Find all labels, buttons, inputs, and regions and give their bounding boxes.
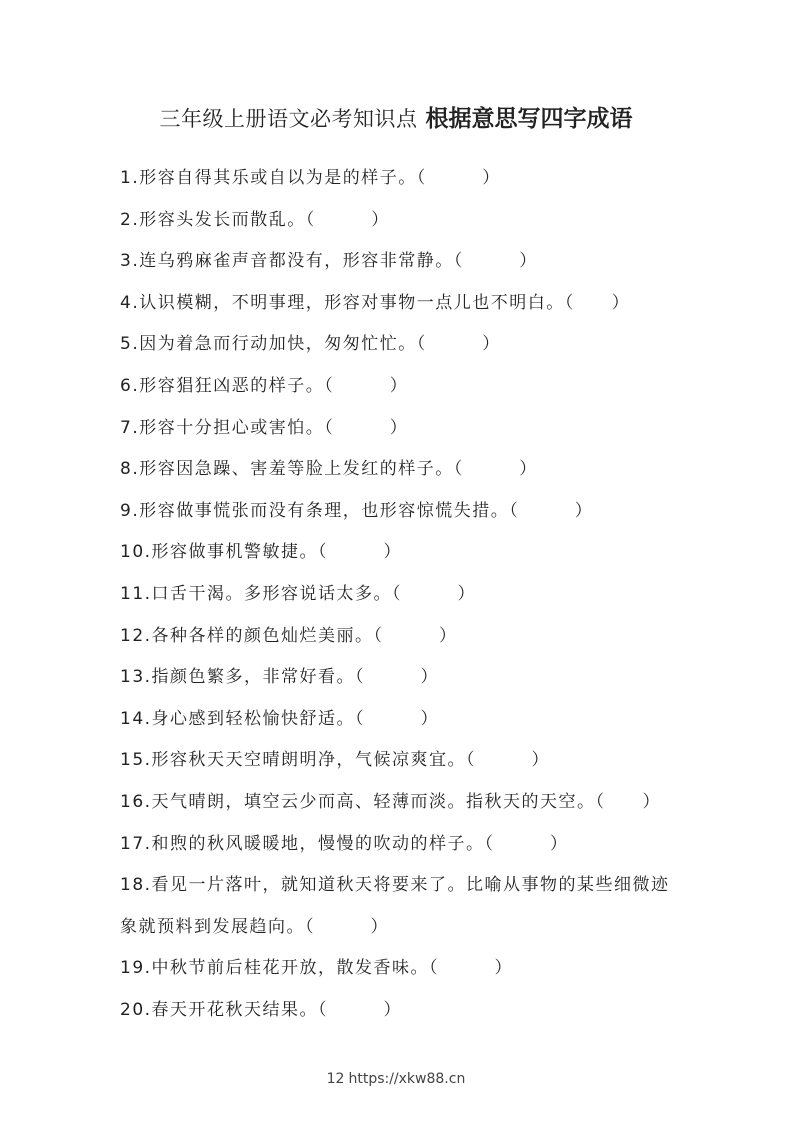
question-item: 14.身心感到轻松愉快舒适。（ ）: [120, 708, 440, 729]
question-item: 1.形容自得其乐或自以为是的样子。（ ）: [120, 168, 501, 188]
question-item: 7.形容十分担心或害怕。（ ）: [120, 417, 409, 438]
question-item: 17.和煦的秋风暖暖地，慢慢的吹动的样子。（ ）: [120, 833, 569, 854]
question-item: 8.形容因急躁、害羞等脸上发红的样子。（ ）: [120, 459, 538, 480]
question-item: 9.形容做事慌张而没有条理，也形容惊慌失措。（ ）: [120, 500, 594, 521]
footer-url: https://xkw88.cn: [348, 1071, 466, 1087]
title-topic: 根据意思写四字成语: [425, 106, 633, 132]
question-item: 5.因为着急而行动加快，匆匆忙忙。（ ）: [120, 334, 501, 355]
question-item: 4.认识模糊，不明事理，形容对事物一点儿也不明白。（ ）: [120, 292, 631, 313]
question-item: 6.形容猖狂凶恶的样子。（ ）: [120, 375, 409, 396]
title-subject: 三年级上册语文必考知识点: [159, 107, 418, 131]
question-item: 10.形容做事机警敏捷。（ ）: [120, 542, 403, 563]
question-item: 12.各种各样的颜色灿烂美丽。（ ）: [120, 625, 458, 646]
question-item: 2.形容头发长而散乱。（ ）: [120, 209, 390, 230]
page-footer: [0, 1071, 792, 1087]
question-item: 19.中秋节前后桂花开放，散发香味。（ ）: [120, 958, 514, 979]
page-number: 12: [326, 1071, 345, 1087]
question-item: 18.看见一片落叶，就知道秋天将要来了。比喻从事物的某些细微迹象就预料到发展趋向。（ ）: [120, 875, 670, 937]
question-item: 20.春天开花秋天结果。（ ）: [120, 999, 403, 1020]
question-item: 11.口舌干渴。多形容说话太多。（ ）: [120, 583, 477, 604]
question-item: 13.指颜色繁多，非常好看。（ ）: [120, 667, 440, 688]
question-item: 15.形容秋天天空晴朗明净，气候凉爽宜。（ ）: [120, 750, 551, 771]
question-list: [120, 158, 680, 1031]
question-item: 3.连乌鸦麻雀声音都没有，形容非常静。（ ）: [120, 251, 538, 272]
question-item: 16.天气晴朗，填空云少而高、轻薄而淡。指秋天的天空。（ ）: [120, 791, 662, 812]
page-title: [0, 100, 792, 133]
